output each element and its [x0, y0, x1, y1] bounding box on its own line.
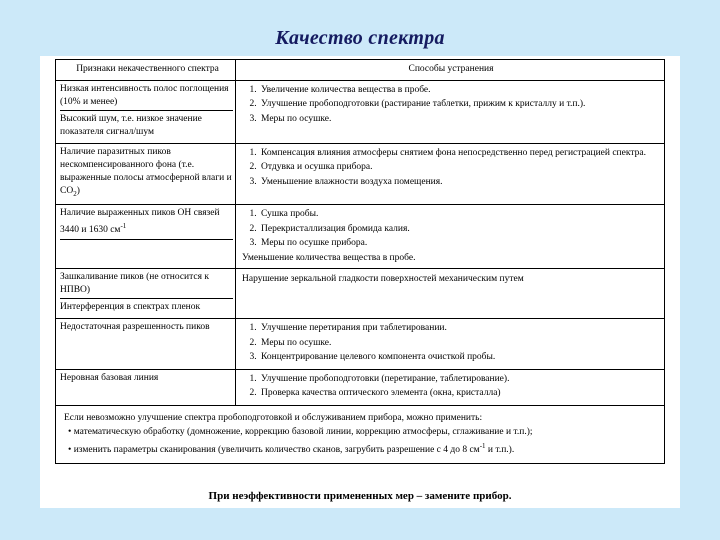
measures-list: [242, 84, 660, 127]
measures-cell: [236, 319, 664, 369]
symptom-item: Наличие паразитных пиков нескомпенсированного фона (т.е. выраженные полосы атмосферной влаги и $CO_2$): [60, 146, 232, 198]
measures-cell: [236, 144, 664, 205]
symptom-cell: [56, 81, 236, 143]
list-item: 1. Компенсация влияния атмосферы снятием фона непосредственно перед регистрацией спектра.: [259, 147, 660, 161]
measures-cell: [236, 269, 664, 318]
page-title: Качество спектра: [275, 27, 445, 49]
list-item: 2. Улучшение пробоподготовки (растирание таблетки, прижим к кристаллу и т.п.).: [259, 98, 660, 112]
table-row: [56, 319, 664, 370]
symptom-cell: [56, 319, 236, 369]
measures-list: [242, 208, 660, 251]
list-item: 2. Перекристаллизация бромида калия.: [259, 223, 660, 237]
table-row: [56, 144, 664, 206]
table-row: [56, 205, 664, 269]
measures-list: [242, 373, 660, 401]
symptom-cell: [56, 205, 236, 268]
table-row: [56, 81, 664, 144]
measures-cell: [236, 370, 664, 405]
closing-statement: При неэффективности примененных мер – замените прибор.: [208, 490, 512, 502]
list-item: 3. Концентрирование целевого компонента очисткой пробы.: [259, 351, 660, 365]
symptom-item: Низкая интенсивность полос поглощения (10% и менее): [60, 83, 233, 111]
list-item: 3. Уменьшение влажности воздуха помещения.: [259, 176, 660, 190]
full-width-measure: Нарушение зеркальной гладкости поверхностей механическим путем: [242, 274, 524, 285]
table-row: [56, 370, 664, 405]
symptom-cell: [56, 269, 236, 318]
list-item: 2. Меры по осушке.: [259, 337, 660, 351]
symptom-cell: [56, 144, 236, 205]
list-item: 1. Увеличение количества вещества в пробе.: [259, 84, 660, 98]
list-item: 2. Проверка качества оптического элемента (окна, кристалла): [259, 387, 660, 401]
measures-list: [242, 322, 660, 365]
list-item: 3. Меры по осушке.: [259, 113, 660, 127]
quality-table: [55, 59, 665, 406]
header-cell-measures: Способы устранения: [408, 64, 494, 74]
measures-list: [242, 147, 660, 190]
table-header-row: [56, 60, 664, 81]
symptom-item: Интерференция в спектрах пленок: [60, 302, 201, 313]
measures-cell: [236, 81, 664, 143]
symptom-item: Наличие выраженных пиков ОН связей 3440 и 1630 $см^{-1}$: [60, 207, 233, 239]
list-item: 1. Улучшение пробоподготовки (перетирание, таблетирование).: [259, 373, 660, 387]
list-item: 3. Меры по осушке прибора.: [259, 237, 660, 251]
footer-bullet: • математическую обработку (домножение, коррекцию базовой линии, коррекцию атмосферы, сглаживание и т.п.);: [68, 427, 533, 437]
list-item: 1. Улучшение перетирания при таблетировании.: [259, 322, 660, 336]
symptom-cell: [56, 370, 236, 405]
symptom-item: Неровная базовая линия: [60, 372, 159, 383]
content-panel: [40, 56, 680, 508]
symptom-item: Высокий шум, т.е. низкое значение показателя сигнал/шум: [60, 113, 202, 137]
header-cell-symptoms: Признаки некачественного спектра: [56, 60, 236, 80]
table-row: [56, 269, 664, 319]
symptom-item: Зашкаливание пиков (не относится к НПВО): [60, 271, 233, 299]
symptom-item: Недостаточная разрешенность пиков: [60, 322, 210, 333]
footer-note: [55, 405, 665, 464]
footer-intro: Если невозможно улучшение спектра пробоподготовкой и обслуживанием прибора, можно применить:: [64, 413, 483, 423]
list-item: 1. Сушка пробы.: [259, 208, 660, 222]
measures-cell: [236, 205, 664, 268]
footer-bullet: • изменить параметры сканирования (увеличить количество сканов, загрубить разрешение с 4 до 8 $см^{-1}$ и т.п.).: [68, 442, 515, 456]
measure-extra-line: Уменьшение количества вещества в пробе.: [242, 252, 416, 263]
list-item: 2. Отдувка и осушка прибора.: [259, 161, 660, 175]
